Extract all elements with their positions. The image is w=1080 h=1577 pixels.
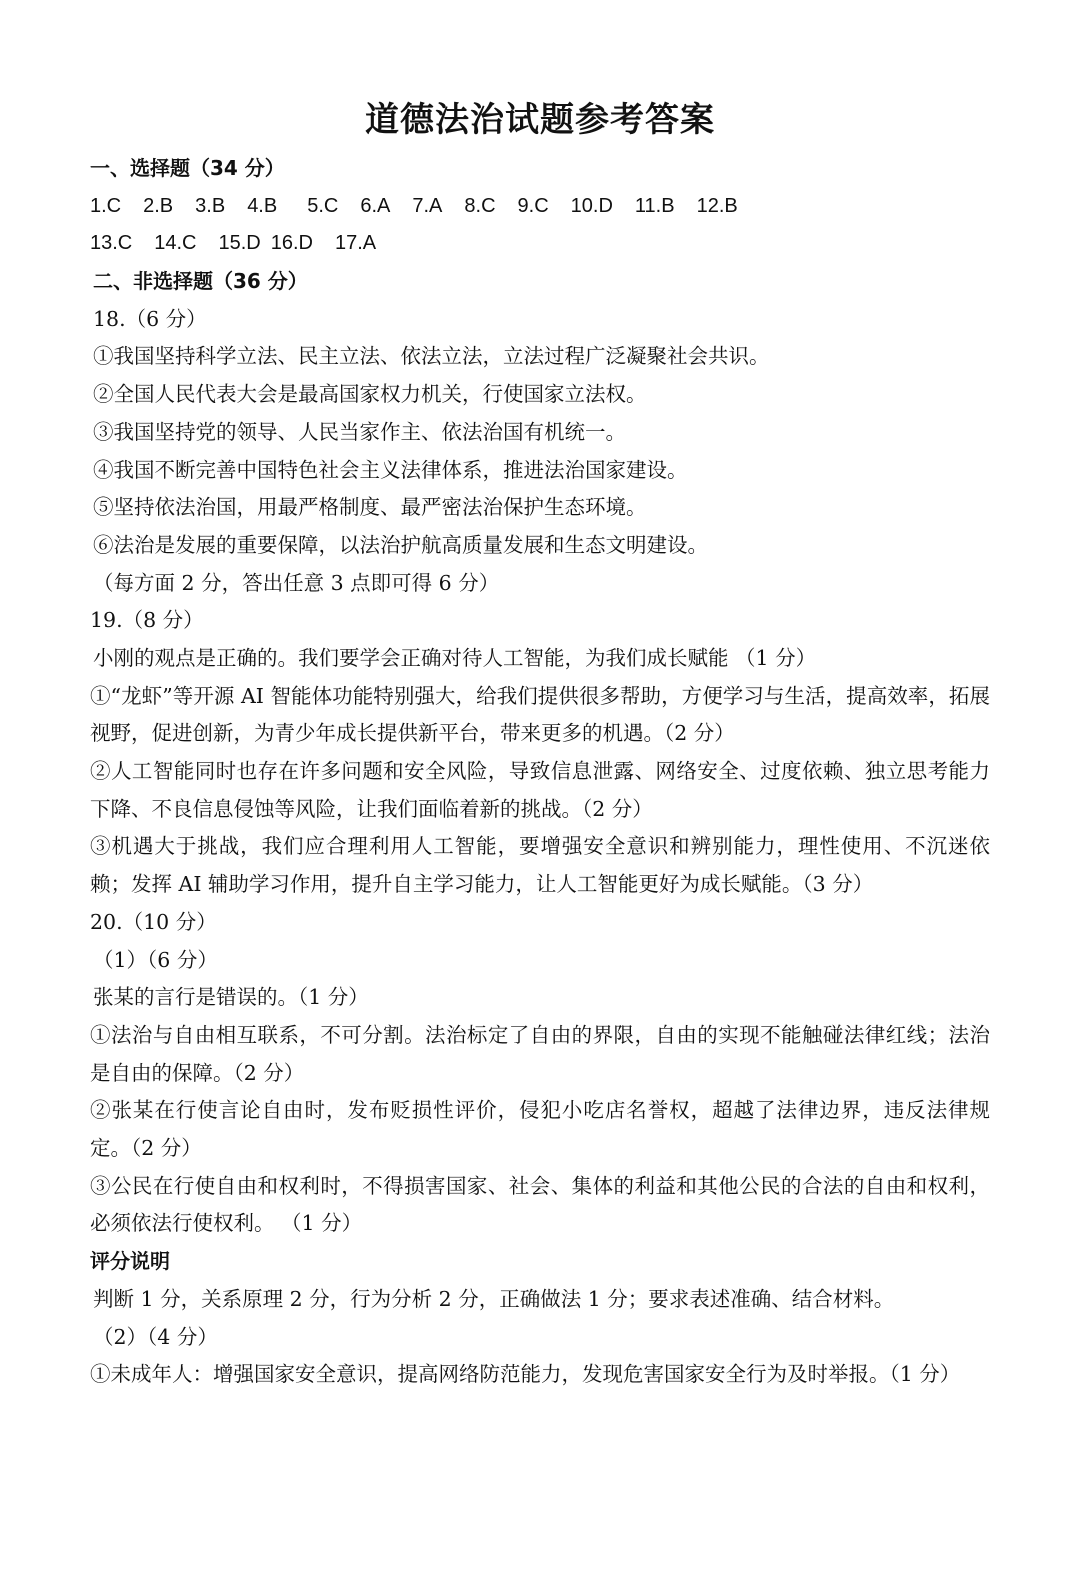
answers-row-2: [90, 225, 990, 263]
answer-item: 3.B: [195, 194, 226, 217]
answer-item: 2.B: [143, 194, 174, 217]
answers-row-1: [90, 188, 990, 226]
q20-part2-point: ①未成年人：增强国家安全意识，提高网络防范能力，发现危害国家安全行为及时举报。（1 分）: [90, 1362, 961, 1387]
answer-item: 17.A: [335, 232, 377, 255]
q19-point: ②人工智能同时也存在许多问题和安全风险，导致信息泄露、网络安全、过度依赖、独立思考能力下降、不良信息侵蚀等风险，让我们面临着新的挑战。（2 分）: [90, 759, 990, 821]
q18-point: ⑤坚持依法治国，用最严格制度、最严密法治保护生态环境。: [93, 495, 647, 520]
scoring-heading: 评分说明: [90, 1249, 170, 1274]
q20-label: 20.（10 分）: [90, 909, 217, 934]
section1-heading: 一、选择题（34 分）: [90, 156, 285, 180]
q18-point: ①我国坚持科学立法、民主立法、依法立法，立法过程广泛凝聚社会共识。: [93, 344, 770, 369]
q20-part1-point: ②张某在行使言论自由时，发布贬损性评价，侵犯小吃店名誉权，超越了法律边界，违反法律规定。（2 分）: [90, 1098, 990, 1161]
q18-point: ③我国坚持党的领导、人民当家作主、依法治国有机统一。: [93, 419, 626, 444]
q18-point: ④我国不断完善中国特色社会主义法律体系，推进法治国家建设。: [93, 457, 688, 482]
answer-item: 11.B: [634, 194, 675, 217]
answer-item: 16.D: [270, 232, 313, 255]
q19-intro: 小刚的观点是正确的。我们要学会正确对待人工智能，为我们成长赋能 （1 分）: [93, 645, 817, 670]
q19-label: 19.（8 分）: [90, 608, 204, 633]
page-title: 道德法治试题参考答案: [365, 100, 715, 140]
answer-item: 1.C: [90, 194, 122, 217]
answer-item: 6.A: [360, 194, 391, 217]
section2-heading: 二、非选择题（36 分）: [93, 269, 308, 294]
answer-item: 9.C: [517, 194, 549, 217]
answer-item: 10.D: [570, 194, 613, 217]
answer-item: 7.A: [412, 194, 443, 217]
q18-point: ⑥法治是发展的重要保障，以法治护航高质量发展和生态文明建设。: [93, 532, 708, 557]
answer-item: 15.D: [218, 232, 261, 255]
answer-item: 4.B: [247, 194, 278, 217]
q19-point: ③机遇大于挑战，我们应合理利用人工智能，要增强安全意识和辨别能力，理性使用、不沉迷依赖；发挥 AI 辅助学习作用，提升自主学习能力，让人工智能更好为成长赋能。（3 分）: [90, 834, 990, 897]
answer-item: 12.B: [696, 194, 738, 217]
answer-item: 13.C: [90, 232, 133, 255]
answer-item: 5.C: [307, 194, 339, 217]
q20-part2-label: （2）（4 分）: [93, 1324, 218, 1349]
answer-item: 14.C: [154, 232, 197, 255]
q18-label: 18.（6 分）: [93, 306, 207, 331]
q18-note: （每方面 2 分，答出任意 3 点即可得 6 分）: [93, 570, 500, 595]
answer-content: [90, 150, 990, 1394]
scoring-text: 判断 1 分，关系原理 2 分，行为分析 2 分，正确做法 1 分；要求表述准确、结合材料。: [93, 1286, 895, 1311]
q20-part1-point: ③公民在行使自由和权利时，不得损害国家、社会、集体的利益和其他公民的合法的自由和权利，必须依法行使权利。 （1 分）: [90, 1173, 990, 1236]
answer-item: 8.C: [464, 194, 496, 217]
q18-point: ②全国人民代表大会是最高国家权力机关，行使国家立法权。: [93, 382, 647, 407]
q19-point: ①“龙虾”等开源 AI 智能体功能特别强大，给我们提供很多帮助，方便学习与生活，提高效率，拓展视野，促进创新，为青少年成长提供新平台，带来更多的机遇。（2 分）: [90, 683, 990, 746]
q20-part1-point: ①法治与自由相互联系，不可分割。法治标定了自由的界限，自由的实现不能触碰法律红线；法治是自由的保障。（2 分）: [90, 1022, 990, 1085]
q20-part1-intro: 张某的言行是错误的。（1 分）: [93, 985, 369, 1010]
q20-part1-label: （1）（6 分）: [93, 947, 218, 972]
